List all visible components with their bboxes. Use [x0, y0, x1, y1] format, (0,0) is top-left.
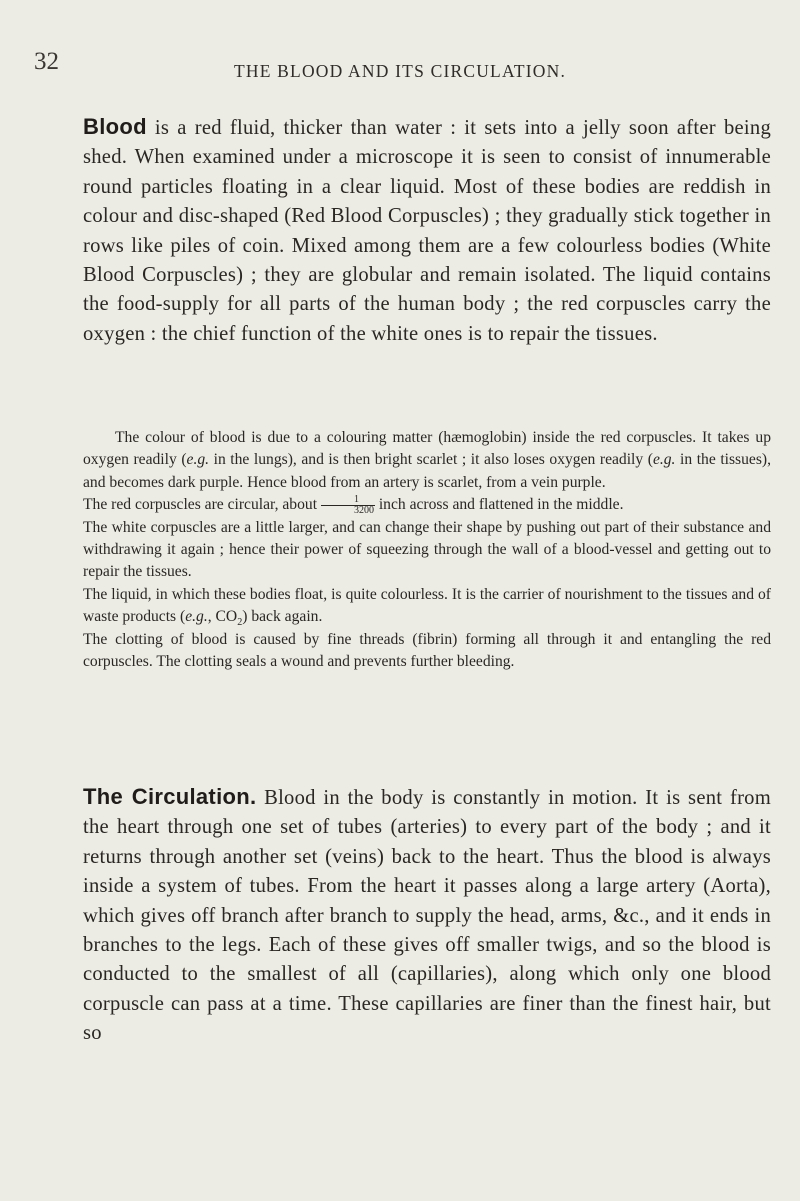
co2-subscript: 2: [237, 617, 243, 629]
note-red-text-b: inch across and flattened in the middle.: [374, 496, 624, 514]
running-title: THE BLOOD AND ITS CIRCULATION.: [233, 61, 567, 81]
note-colour-eg-1: e.g.: [186, 451, 210, 469]
note-colour-text-b: in the lungs), and is then bright scarlet ; it also loses oxygen readily (: [209, 451, 653, 469]
blood-heading: Blood: [83, 114, 147, 139]
note-liquid-text-c: ) back again.: [242, 608, 323, 626]
notes-paragraph: [83, 427, 771, 673]
note-liquid-text-a: The liquid, in which these bodies float, is quite colourless. It is the carrier of nourishment to the tissues and of waste products (: [83, 585, 771, 626]
note-colour-text-a: The colour of blood is due to a colouring matter (hæmoglobin) inside the red corpuscles. It takes up oxygen readily (: [83, 429, 771, 469]
fraction-numerator: 1: [321, 495, 375, 506]
fraction-denominator: 3200: [353, 505, 374, 517]
note-colour: [83, 429, 771, 491]
note-liquid: [83, 585, 771, 629]
circulation-paragraph: [83, 782, 771, 1049]
circulation-body: Blood in the body is constantly in motion. It is sent from the heart through one set of tubes (arteries) to every part of the body ; and it returns through another set (veins) back to the heart. Thus the blood is always inside a system of tubes. From the heart it passes along a large artery (Aorta), which gives off branch after branch to supply the head, arms, &c., and it ends in branches to the legs. Each of these gives off smaller twigs, and so the blood is conducted to the smallest of all (capillaries), along which only one blood corpuscle can pass at a time. These capillaries are finer than the finest hair, but so: [83, 787, 771, 1045]
page-number: 32: [34, 48, 59, 75]
note-clotting: The clotting of blood is caused by fine threads (fibrin) forming all through it and entangling the red corpuscles. The clotting seals a wound and prevents further bleeding.: [83, 630, 771, 671]
note-liquid-eg: e.g.: [185, 608, 208, 626]
note-colour-eg-2: e.g.: [652, 451, 676, 469]
note-white-corpuscles: The white corpuscles are a little larger, and can change their shape by pushing out part of their substance and withdrawing it again ; hence their power of squeezing through the wall of a blood-vessel and getting out to repair the tissues.: [83, 518, 771, 581]
fraction: [321, 495, 375, 516]
blood-paragraph: [83, 112, 771, 349]
circulation-heading: The Circulation.: [83, 784, 257, 809]
note-colour-text-c: in the tissues), and becomes dark purple. Hence blood from an artery is scarlet, from a vein purple.: [83, 451, 771, 491]
blood-body: is a red fluid, thicker than water : it sets into a jelly soon after being shed. When examined under a microscope it is seen to consist of innumerable round particles floating in a clear liquid. Most of these bodies are reddish in colour and disc-shaped (Red Blood Corpuscles) ; they gradually stick together in rows like piles of coin. Mixed among them are a few colourless bodies (White Blood Corpuscles) ; they are globular and remain isolated. The liquid contains the food-supply for all parts of the human body ; the red corpuscles carry the oxygen : the chief function of the white ones is to repair the tissues.: [83, 117, 771, 345]
note-red-corpuscles: [83, 494, 624, 517]
note-liquid-text-b: , CO: [207, 608, 238, 626]
note-red-text-a: The red corpuscles are circular, about: [83, 496, 321, 514]
